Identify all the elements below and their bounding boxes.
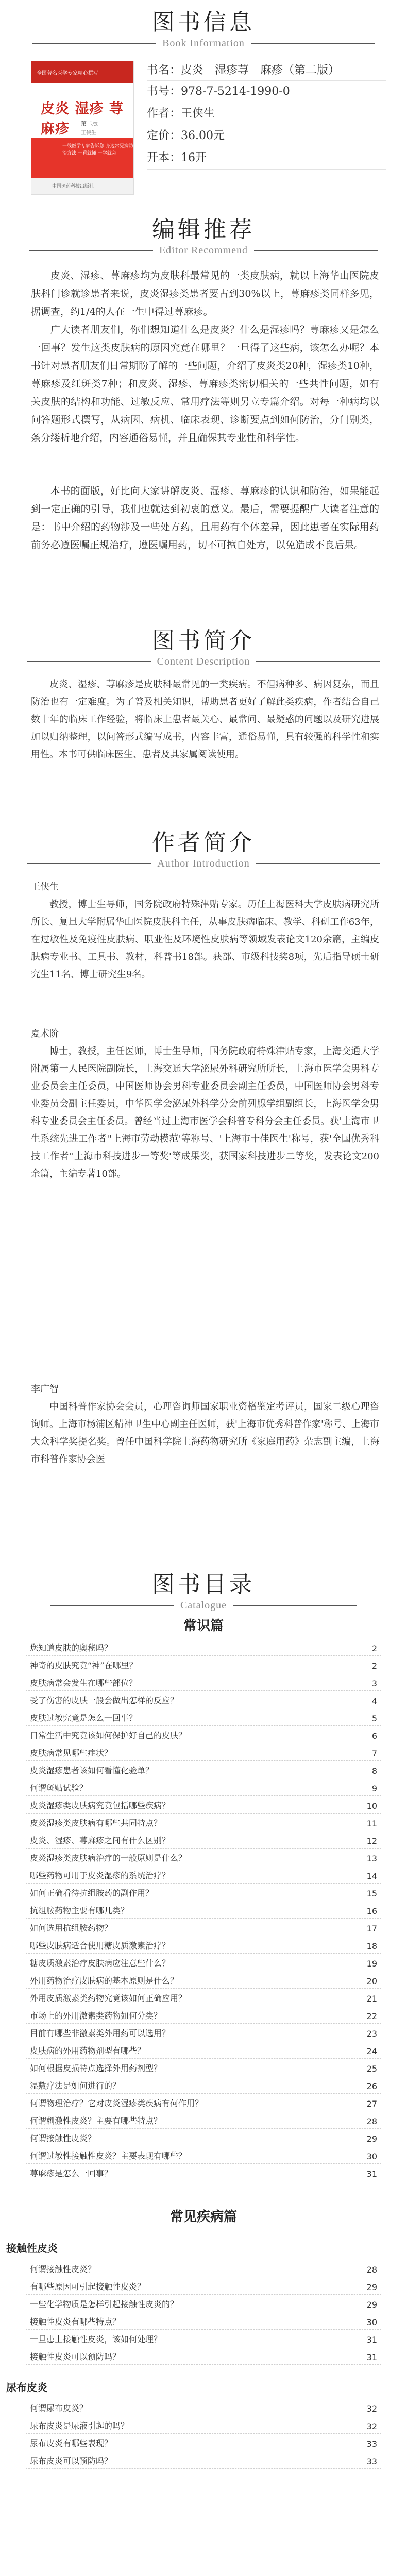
toc-item-title: 目前有哪些非激素类外用药可以选用？ [30, 2028, 171, 2038]
toc-item[interactable] [26, 1989, 381, 2006]
toc-item-title: 皮炎湿疹类皮肤病治疗的一般原则是什么？ [30, 1853, 187, 1863]
toc-item-page: 31 [366, 2335, 377, 2345]
cover-title: 皮炎 湿疹 荨麻疹 [41, 101, 124, 137]
toc-item-page: 2 [371, 1643, 377, 1653]
toc-item-page: 2 [371, 1661, 377, 1671]
toc-item-title: 何谓接触性皮炎？ [30, 2133, 96, 2143]
toc-item-title: 皮肤病常见哪些症状？ [30, 1748, 113, 1758]
toc-item-page: 29 [366, 2134, 377, 2144]
toc-item-page: 22 [366, 2011, 377, 2021]
toc-item-page: 30 [366, 2151, 377, 2161]
toc-item[interactable] [26, 1849, 381, 1866]
toc-item-title: 何谓过敏性接触性皮炎？主要表现有哪些？ [30, 2151, 187, 2161]
toc-item-title: 一旦患上接触性皮炎，该如何处理？ [30, 2334, 162, 2344]
toc-item[interactable] [26, 1796, 381, 1814]
author-bio: 中国科普作家协会会员，心理咨询师国家职业资格鉴定考评员，国家二级心理咨询师。上海市杨浦区精神卫生中心副主任医师，获'上海市优秀科普作家'称号、上海市大众科学奖提名奖。曾任中国科学院上海药物研究所《家庭用药》杂志副主编，上海市科普作家协会医 [31, 1401, 379, 1465]
cover-top-band [31, 61, 133, 83]
cover-author: 王侠生 [81, 130, 96, 136]
cover-mid-band [31, 138, 133, 179]
toc-item[interactable] [26, 1743, 381, 1761]
toc-item-title: 何谓物理治疗？它对皮炎湿疹类疾病有何作用？ [30, 2098, 204, 2108]
toc-item-title: 尿布皮炎可以预防吗？ [30, 2456, 113, 2466]
toc-item[interactable] [26, 1919, 381, 1936]
toc-item[interactable] [26, 2295, 381, 2312]
toc-item-page: 29 [366, 2300, 377, 2310]
toc-item[interactable] [26, 1761, 381, 1778]
toc-item-page: 18 [366, 1941, 377, 1951]
toc-item-page: 28 [366, 2116, 377, 2126]
toc-item-page: 23 [366, 2029, 377, 2039]
toc-item[interactable] [26, 2094, 381, 2111]
toc-item[interactable] [26, 1673, 381, 1691]
meta-value: 王侠生 [181, 107, 215, 120]
toc-item-title: 抗组胺药物主要有哪几类？ [30, 1906, 129, 1916]
book-info-body [31, 61, 386, 200]
toc-item-page: 20 [366, 1976, 377, 1986]
toc-item-title: 哪些药物可用于皮炎湿疹的系统治疗？ [30, 1871, 171, 1880]
divider-line [29, 250, 153, 251]
meta-key: 书名： [147, 64, 181, 77]
toc-item-title: 接触性皮炎有哪些特点？ [30, 2317, 121, 2327]
section-header [0, 628, 407, 668]
section-subtitle: Catalogue [180, 1599, 227, 1611]
meta-row-isbn [147, 81, 386, 103]
author-entry [31, 1381, 379, 1468]
section-rule [0, 38, 407, 49]
toc-item-title: 受了伤害的皮肤一般会做出怎样的反应？ [30, 1696, 179, 1705]
editor-paragraph: 广大读者朋友们，你们想知道什么是皮炎？什么是湿疹吗？荨麻疹又是怎么一回事？发生这类皮肤病的原因究竟在哪里？一旦得了这些病，该怎么办呢？本书针对患者朋友们日常期盼了解的一些问题，介绍了皮炎类20种，湿疹类10种，荨麻疹及红斑类7种；和皮炎、湿疹、荨麻疹类密切相关的一些共性问题，如有关皮肤的结构和功能、过敏反应、常用疗法等则另立专篇介绍。对每一种病均以问答题形式撰写，从病因、病机、临床表现、诊断要点到如何防治，分门别类，条分缕析地介绍，内容通俗易懂，并且确保其专业性和科学性。 [31, 324, 379, 444]
divider-line [256, 863, 380, 864]
toc-item-page: 21 [366, 1994, 377, 2004]
section-subtitle: Content Description [157, 655, 250, 667]
author-bio: 教授，博士生导师，国务院政府特殊津贴专家。历任上海医科大学皮肤病研究所所长、复旦大学附属华山医院皮肤科主任，从事皮肤病临床、教学、科研工作63年，在过敏性及免疫性皮肤病、职业性及环境性皮肤病等领域发表论文120余篇，主编皮肤病专业书、工具书、教材，科普书18部。获部、市级科技奖8项，先后指导硕士研究生11名、博士研究生9名。 [31, 899, 379, 980]
toc-item-title: 皮炎湿疹类皮肤病有哪些共同特点？ [30, 1818, 162, 1828]
book-cover-image [31, 61, 134, 195]
toc-item[interactable] [26, 2399, 381, 2416]
toc-item-title: 外用药物治疗皮肤病的基本原则是什么？ [30, 1976, 179, 1986]
section-subtitle: Book Information [162, 37, 245, 49]
book-info-section [0, 9, 407, 49]
divider-line [254, 250, 378, 251]
toc-item-title: 有哪些原因可引起接触性皮炎？ [30, 2282, 146, 2292]
cover-series-line: 全国著名医学专家精心撰写 [37, 71, 98, 76]
toc-group-heading: 尿布皮炎 [6, 2381, 47, 2394]
toc-part-1 [26, 1638, 381, 2181]
toc-item-title: 如何根据皮损特点选择外用药剂型？ [30, 2063, 162, 2073]
toc-item[interactable] [26, 2347, 381, 2365]
meta-key: 定价： [147, 129, 181, 142]
section-rule [0, 245, 407, 257]
toc-item[interactable] [26, 2434, 381, 2451]
meta-key: 书号： [147, 85, 181, 98]
cover-blurb: 一线医学专家告诉您 身边常见病防治方法 一看就懂 一学就会 [62, 144, 133, 156]
toc-item-page: 10 [366, 1801, 377, 1811]
toc-item-page: 11 [366, 1819, 377, 1828]
toc-item-title: 皮炎湿疹患者该如何看懂化验单？ [30, 1766, 154, 1775]
toc-item-title: 湿敷疗法是如何进行的？ [30, 2081, 121, 2091]
toc-item-page: 13 [366, 1854, 377, 1863]
toc-item-title: 一些化学物质是怎样引起接触性皮炎的？ [30, 2299, 179, 2309]
group-spacer [26, 2469, 381, 2480]
section-title: 图书简介 [152, 628, 255, 654]
toc-item-page: 32 [366, 2404, 377, 2414]
toc-item-page: 16 [366, 1906, 377, 1916]
divider-line [50, 1605, 174, 1606]
cover-publisher: 中国医药科技出版社 [52, 184, 94, 189]
divider-line [251, 43, 375, 44]
toc-item-page: 26 [366, 2081, 377, 2091]
toc-item[interactable] [26, 1954, 381, 1971]
section-title: 图书目录 [152, 1571, 255, 1598]
toc-item-page: 24 [366, 2046, 377, 2056]
toc-item[interactable] [26, 1691, 381, 1708]
catalogue-section [0, 1571, 407, 1612]
meta-value: 皮炎 湿疹荨 麻疹（第二版） [181, 64, 340, 77]
author-introduction-section [0, 829, 407, 870]
toc-item-title: 荨麻疹是怎么一回事？ [30, 2168, 113, 2178]
toc-item[interactable] [26, 2260, 381, 2277]
toc-item[interactable] [26, 2076, 381, 2094]
section-rule [0, 858, 407, 870]
section-header [0, 9, 407, 49]
toc-item-title: 尿布皮炎是尿液引起的吗？ [30, 2421, 129, 2431]
toc-item-page: 25 [366, 2064, 377, 2074]
divider-line [27, 661, 151, 662]
toc-item-page: 31 [366, 2352, 377, 2362]
toc-item-page: 28 [366, 2265, 377, 2275]
toc-item[interactable] [26, 1901, 381, 1919]
toc-item-title: 糖皮质激素治疗皮肤病应注意些什么？ [30, 1958, 171, 1968]
toc-item[interactable] [26, 2129, 381, 2146]
author-entry [31, 878, 379, 984]
part-title-common-knowledge: 常识篇 [183, 1618, 224, 1634]
toc-item-title: 接触性皮炎可以预防吗？ [30, 2352, 121, 2362]
meta-value: 978-7-5214-1990-0 [181, 85, 290, 98]
toc-item-page: 12 [366, 1836, 377, 1846]
toc-group-heading: 接触性皮炎 [6, 2242, 58, 2255]
meta-row-title [147, 61, 386, 81]
section-title: 编辑推荐 [152, 216, 255, 243]
toc-item[interactable] [26, 2041, 381, 2059]
book-meta-list [147, 61, 386, 170]
toc-item-page: 4 [371, 1696, 377, 1706]
content-description-section [0, 628, 407, 668]
toc-item-page: 19 [366, 1959, 377, 1969]
toc-item-page: 33 [366, 2439, 377, 2449]
toc-item[interactable] [26, 1708, 381, 1726]
section-header [0, 829, 407, 870]
toc-item[interactable] [26, 2059, 381, 2076]
toc-item[interactable] [26, 1866, 381, 1884]
toc-item[interactable] [26, 2111, 381, 2129]
toc-item-title: 如何正确看待抗组胺药的副作用？ [30, 1888, 154, 1898]
toc-item-title: 皮肤病常会发生在哪些部位？ [30, 1678, 138, 1688]
toc-item-page: 32 [366, 2421, 377, 2431]
section-rule [0, 656, 407, 668]
meta-row-author [147, 103, 386, 125]
author-bio: 博士，教授，主任医师，博士生导师，国务院政府特殊津贴专家，上海交通大学附属第一人民医院副院长，上海交通大学泌尿外科研究所所长，上海市医学会男科专业委员会主任委员，中国医师协会男科专业委员会副主任委员，中国医师协会男科专业委员会副主任委员，中华医学会泌尿外科学分会前列腺学组副组长，上海医学会男科专业委员会主任委员。曾经当过上海市医学会科普专科分会主任委员。获'上海市卫生系统先进工作者''上海市劳动模范'等称号、'上海市十佳医生'称号，获'全国优秀科技工作者''上海市科技进步一等奖'等成果奖，获国家科技进步二等奖，发表论文200余篇，主编专著10部。 [31, 1046, 379, 1179]
toc-item-page: 29 [366, 2282, 377, 2292]
section-header [0, 1571, 407, 1612]
toc-item[interactable] [26, 2330, 381, 2347]
meta-key: 开本： [147, 151, 181, 164]
meta-key: 作者： [147, 107, 181, 120]
author-name: 夏术阶 [31, 1028, 59, 1039]
toc-item-page: 27 [366, 2099, 377, 2109]
cover-edition: 第二版 [81, 120, 98, 127]
toc-item[interactable] [26, 1778, 381, 1796]
section-title: 作者简介 [152, 829, 255, 856]
toc-item-page: 15 [366, 1889, 377, 1899]
section-subtitle: Editor Recommend [159, 244, 248, 256]
cover-bottom-band [31, 178, 133, 194]
group-spacer [26, 2365, 381, 2376]
toc-item-title: 皮炎湿疹类皮肤病究竟包括哪些疾病？ [30, 1801, 171, 1810]
divider-line [256, 661, 380, 662]
author-entry [31, 1025, 379, 1183]
intro-paragraph: 皮炎、湿疹、荨麻疹是皮肤科最常见的一类疾病。不但病种多、病因复杂，而且防治也有一定难度。为了普及相关知识，帮助患者更好了解此类疾病，作者结合自己数十年的临床工作经验，将临床上患者最关心、最常问、最疑惑的问题以及研究进展加以归纳整理，以问答形式编写成书，内容丰富，通俗易懂，具有较强的科学性和实用性。本书可供临床医生、患者及其家属阅读使用。 [31, 679, 379, 760]
toc-item-title: 外用皮质激素类药物究竟该如何正确应用？ [30, 1993, 187, 2003]
section-title: 图书信息 [152, 9, 255, 36]
part-title-diseases: 常见疾病篇 [169, 2209, 237, 2225]
toc-item-title: 如何选用抗组胺药物？ [30, 1923, 113, 1933]
toc-item-title: 皮肤过敏究竟是怎么一回事？ [30, 1713, 138, 1723]
meta-value: 36.00元 [181, 129, 225, 142]
toc-item-page: 9 [371, 1784, 377, 1793]
toc-item[interactable] [26, 1831, 381, 1849]
toc-item-page: 6 [371, 1731, 377, 1741]
toc-item[interactable] [26, 2024, 381, 2041]
toc-item-page: 17 [366, 1924, 377, 1934]
toc-part-2 [6, 2237, 381, 2480]
toc-item-title: 日常生活中究竟该如何保护好自己的皮肤？ [30, 1731, 187, 1740]
editor-recommend-section [0, 216, 407, 257]
toc-item-title: 尿布皮炎有哪些表现？ [30, 2438, 113, 2448]
toc-item-page: 33 [366, 2456, 377, 2466]
section-subtitle: Author Introduction [157, 857, 250, 869]
toc-item-title: 何谓斑贴试验？ [30, 1783, 88, 1793]
toc-item-page: 8 [371, 1766, 377, 1776]
toc-item[interactable] [26, 1814, 381, 1831]
toc-item-title: 哪些皮肤病适合使用糖皮质激素治疗？ [30, 1941, 171, 1951]
toc-item[interactable] [26, 2312, 381, 2330]
divider-line [32, 43, 156, 44]
toc-item[interactable] [26, 1638, 381, 1656]
meta-row-price [147, 125, 386, 147]
toc-item[interactable] [26, 2416, 381, 2434]
divider-line [27, 863, 151, 864]
toc-item-title: 市场上的外用激素类药物如何分类？ [30, 2011, 162, 2021]
toc-item-title: 皮炎、湿疹、荨麻疹之间有什么区别？ [30, 1836, 171, 1845]
editor-paragraph: 皮炎、湿疹、荨麻疹均为皮肤科最常见的一类皮肤病，就以上海华山医院皮肤科门诊就诊患者来说，皮炎湿疹类患者要占到30%以上，荨麻疹类同样多见，据调查，约1/4的人在一生中得过荨麻疹。 [31, 270, 379, 317]
toc-item-title: 您知道皮肤的奥秘吗？ [30, 1643, 113, 1653]
toc-item[interactable] [26, 2164, 381, 2181]
toc-item-page: 5 [371, 1714, 377, 1723]
toc-item-page: 7 [371, 1749, 377, 1758]
toc-item[interactable] [26, 1936, 381, 1954]
toc-item[interactable] [26, 1884, 381, 1901]
toc-item[interactable] [26, 2146, 381, 2164]
toc-item-page: 14 [366, 1871, 377, 1881]
meta-value: 16开 [181, 151, 207, 164]
toc-item-title: 何谓接触性皮炎？ [30, 2264, 96, 2274]
divider-line [233, 1605, 357, 1606]
toc-item[interactable] [26, 1656, 381, 1673]
toc-item-page: 3 [371, 1679, 377, 1688]
author-name: 李广智 [31, 1384, 59, 1395]
author-name: 王侠生 [31, 882, 59, 892]
editor-paragraph: 本书的面版，好比向大家讲解皮炎、湿疹、荨麻疹的认识和防治，如果能起到一定正确的引导，我们也就达到初衷的意义。最后，需要提醒广大读者注意的是：书中介绍的药物涉及一些处方药，且用药有个体差异，因此患者在实际用药前务必遵医嘱正规治疗，遵医嘱用药，切不可擅自处方，以免造成不良后果。 [31, 485, 379, 551]
toc-item[interactable] [26, 1971, 381, 1989]
toc-item[interactable] [26, 2006, 381, 2024]
toc-item-title: 皮肤病的外用药物剂型有哪些？ [30, 2046, 146, 2056]
toc-item-title: 何谓刺激性皮炎？主要有哪些特点？ [30, 2116, 162, 2126]
toc-item[interactable] [26, 2277, 381, 2295]
toc-item[interactable] [26, 1726, 381, 1743]
toc-item-title: 何谓尿布皮炎？ [30, 2403, 88, 2413]
section-header [0, 216, 407, 257]
meta-row-format [147, 147, 386, 170]
toc-item-title: 神奇的皮肤究竟“神”在哪里？ [30, 1660, 138, 1670]
toc-item-page: 31 [366, 2169, 377, 2179]
toc-item-page: 30 [366, 2317, 377, 2327]
section-rule [0, 1600, 407, 1612]
toc-item[interactable] [26, 2451, 381, 2469]
